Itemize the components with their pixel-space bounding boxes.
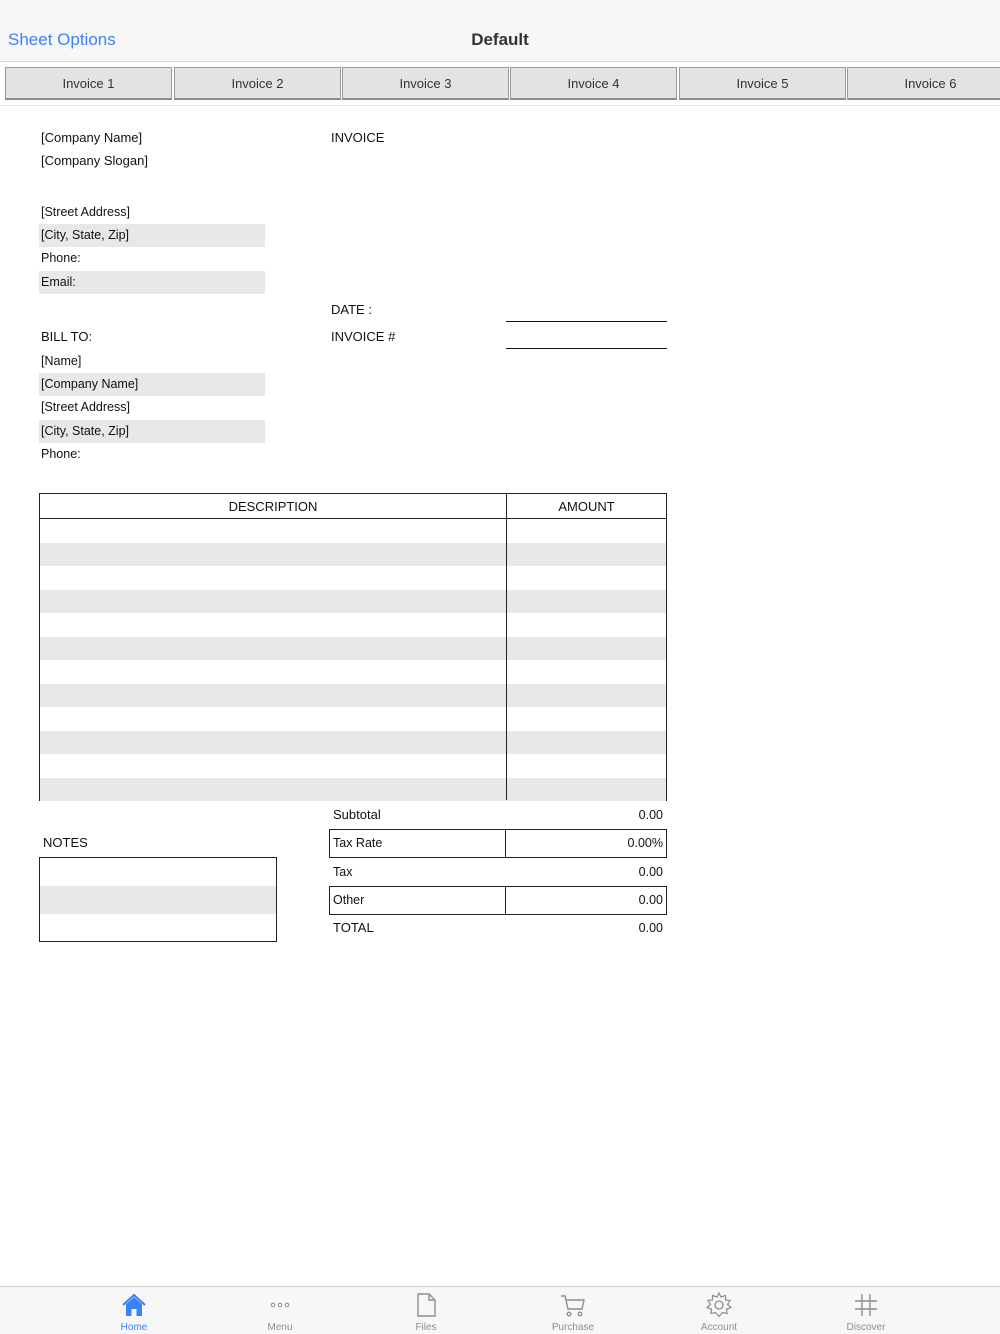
table-row[interactable] [40,613,666,637]
tabbar-label: Menu [267,1322,293,1333]
invoice-number-label[interactable]: INVOICE # [331,329,396,344]
company-slogan-cell[interactable]: [Company Slogan] [41,153,148,168]
table-row[interactable] [40,637,666,661]
tabbar-files[interactable] [366,1291,486,1334]
table-row[interactable] [40,684,666,708]
table-row[interactable] [40,754,666,778]
tab-invoice-1[interactable]: Invoice 1 [5,67,172,100]
bill-to-label[interactable]: BILL TO: [41,329,93,344]
amount-header[interactable]: AMOUNT [558,499,615,514]
table-row[interactable] [40,660,666,684]
other-label[interactable]: Other [333,893,365,907]
more-icon [266,1291,294,1319]
tax-value[interactable]: 0.00 [638,865,663,879]
tabbar-home[interactable] [74,1291,194,1334]
company-name-cell[interactable]: [Company Name] [41,130,143,145]
tabbar-menu[interactable] [220,1291,340,1334]
notes-label[interactable]: NOTES [43,835,88,850]
home-icon [120,1291,148,1319]
tabbar-label: Account [700,1322,738,1333]
file-icon [412,1291,440,1319]
tax-rate-label[interactable]: Tax Rate [333,836,383,850]
tab-bar [0,1286,1000,1334]
tabbar-label: Purchase [551,1322,595,1333]
notes-box[interactable] [39,857,277,942]
column-divider [506,494,507,800]
tab-invoice-6[interactable]: Invoice 6 [847,67,1000,100]
bill-to-city-cell[interactable]: [City, State, Zip] [39,420,265,443]
sheet-options-button[interactable]: Sheet Options [8,30,116,49]
table-row[interactable] [40,519,666,543]
notes-row[interactable] [40,886,276,914]
nav-bar [0,0,1000,62]
date-label[interactable]: DATE : [331,302,372,317]
total-value[interactable]: 0.00 [638,921,663,935]
page-title: Default [471,30,529,49]
other-value[interactable]: 0.00 [638,893,663,907]
bill-to-company-cell[interactable]: [Company Name] [39,373,265,396]
tabbar-label: Files [415,1322,437,1333]
tabbar-purchase[interactable] [513,1291,633,1334]
tab-invoice-4[interactable]: Invoice 4 [510,67,677,100]
tab-invoice-3[interactable]: Invoice 3 [342,67,509,100]
table-row[interactable] [40,778,666,802]
table-row[interactable] [40,566,666,590]
description-header[interactable]: DESCRIPTION [228,499,318,514]
table-row[interactable] [40,543,666,567]
tab-invoice-2[interactable]: Invoice 2 [174,67,341,100]
city-state-zip-cell[interactable]: [City, State, Zip] [39,224,265,247]
cart-icon [559,1291,587,1319]
gear-icon [705,1291,733,1319]
grid-icon [852,1291,880,1319]
table-row[interactable] [40,707,666,731]
phone-cell[interactable]: Phone: [41,251,81,265]
invoice-number-underline[interactable] [506,348,667,349]
table-row[interactable] [40,590,666,614]
items-table [39,493,667,801]
tax-label[interactable]: Tax [333,865,353,879]
tabbar-discover[interactable] [806,1291,926,1334]
bill-to-name-cell[interactable]: [Name] [41,354,82,368]
tabbar-label: Discover [846,1322,886,1333]
table-row[interactable] [40,731,666,755]
sheet-tabs [0,62,1000,106]
total-label[interactable]: TOTAL [333,920,374,935]
subtotal-value[interactable]: 0.00 [638,808,663,822]
bill-to-street-cell[interactable]: [Street Address] [41,400,130,414]
invoice-heading[interactable]: INVOICE [331,130,385,145]
tab-invoice-5[interactable]: Invoice 5 [679,67,846,100]
bill-to-phone-cell[interactable]: Phone: [41,447,81,461]
tabbar-account[interactable] [659,1291,779,1334]
email-cell[interactable]: Email: [39,271,265,294]
tax-rate-value[interactable]: 0.00% [627,836,663,850]
date-underline[interactable] [506,321,667,322]
subtotal-label[interactable]: Subtotal [333,807,381,822]
tabbar-label: Home [120,1322,148,1333]
street-address-cell[interactable]: [Street Address] [41,205,130,219]
